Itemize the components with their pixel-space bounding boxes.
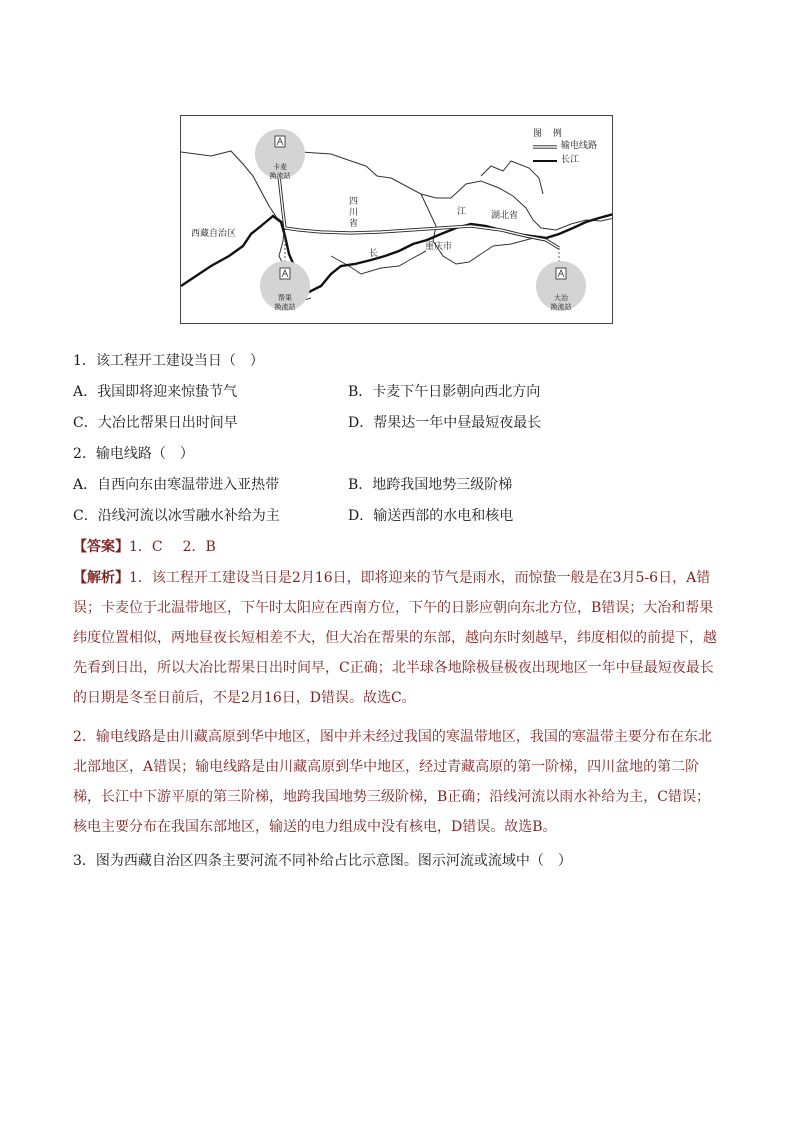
answer-2: 2．B xyxy=(182,539,216,555)
hubei-north-border xyxy=(481,161,543,194)
north-border xyxy=(256,152,613,230)
q2-option-c: C．沿线河流以冰雪融水补给为主 xyxy=(73,508,280,524)
label-river-jiang: 江 xyxy=(457,207,467,217)
q1-option-a: A．我国即将迎来惊蛰节气 xyxy=(73,384,238,400)
label-sichuan: 四川省 xyxy=(347,196,357,229)
q2-stem: 2．输电线路（ ） xyxy=(73,446,194,462)
sichuan-south-border xyxy=(331,251,426,274)
label-chongqing: 重庆市 xyxy=(425,242,453,252)
q2-option-d: D．输送西部的水电和核电 xyxy=(348,508,514,524)
kamai-station-label: 卡麦 换流站 xyxy=(269,163,291,180)
q1-stem: 1．该工程开工建设当日（ ） xyxy=(73,353,264,369)
analysis-paragraph-1: 【解析】1．该工程开工建设当日是2月16日，即将迎来的节气是雨水，而惊蛰一般是在3月5-6日，A错误；卡麦位于北温带地区，下午时太阳应在西南方位，下午的日影应朝向东北方位，B错误；大冶和帮果纬度位置相似，两地昼夜长短相差不大，但大冶在帮果的东部，越向东时刻越早，纬度相似的前提下，越先看到日出，所以大冶比帮果日出时间早，C正确；北半球各地除极昼极夜出现地区一年中昼最短夜最长的日期是冬至日前后，不是2月16日，D错误。故选C。 xyxy=(73,570,717,706)
label-hubei: 湖北省 xyxy=(491,211,519,221)
map-graphic xyxy=(181,116,613,324)
power-line-map xyxy=(180,115,613,324)
q1-option-d: D．帮果达一年中昼最短夜最长 xyxy=(348,415,542,431)
bangguo-station-icon xyxy=(280,268,290,279)
q2-option-a: A．自西向东由寒温带进入亚热带 xyxy=(73,477,280,493)
q1-option-c: C．大冶比帮果日出时间早 xyxy=(73,415,238,431)
daye-station-label: 大冶 换流站 xyxy=(550,294,572,311)
q2-option-b: B．地跨我国地势三级阶梯 xyxy=(348,477,513,493)
label-river-chang: 长 xyxy=(369,249,379,259)
legend-transmission-label: 输电线路 xyxy=(561,141,598,151)
analysis-paragraph-2: 2．输电线路是由川藏高原到华中地区，图中并未经过我国的寒温带地区，我国的寒温带主要分布在东北北部地区，A错误；输电线路是由川藏高原到华中地区，经过青藏高原的第一阶梯，四川盆地的第二阶梯，长江中下游平原的第三阶梯，地跨我国地势三级阶梯，B正确；沿线河流以雨水补给为主，C错误；核电主要分布在我国东部地区，输送的电力组成中没有核电，D错误。故选B。 xyxy=(73,729,712,835)
daye-station-icon xyxy=(556,268,566,279)
legend-river-label: 长江 xyxy=(561,155,580,165)
bangguo-station-label: 帮果 换流站 xyxy=(274,294,296,311)
answer-tag: 【答案】 xyxy=(73,539,129,555)
legend-title: 图 例 xyxy=(533,129,566,139)
kamai-station-icon xyxy=(275,136,285,147)
analysis-tag: 【解析】 xyxy=(73,570,129,586)
label-tibet: 西藏自治区 xyxy=(191,229,237,239)
q1-option-b: B．卡麦下午日影朝向西北方向 xyxy=(348,384,541,400)
answer-1: 1．C xyxy=(129,539,163,555)
q3-stem: 3．图为西藏自治区四条主要河流不同补给占比示意图。图示河流或流域中（ ） xyxy=(73,853,572,869)
answer-line xyxy=(73,537,216,557)
